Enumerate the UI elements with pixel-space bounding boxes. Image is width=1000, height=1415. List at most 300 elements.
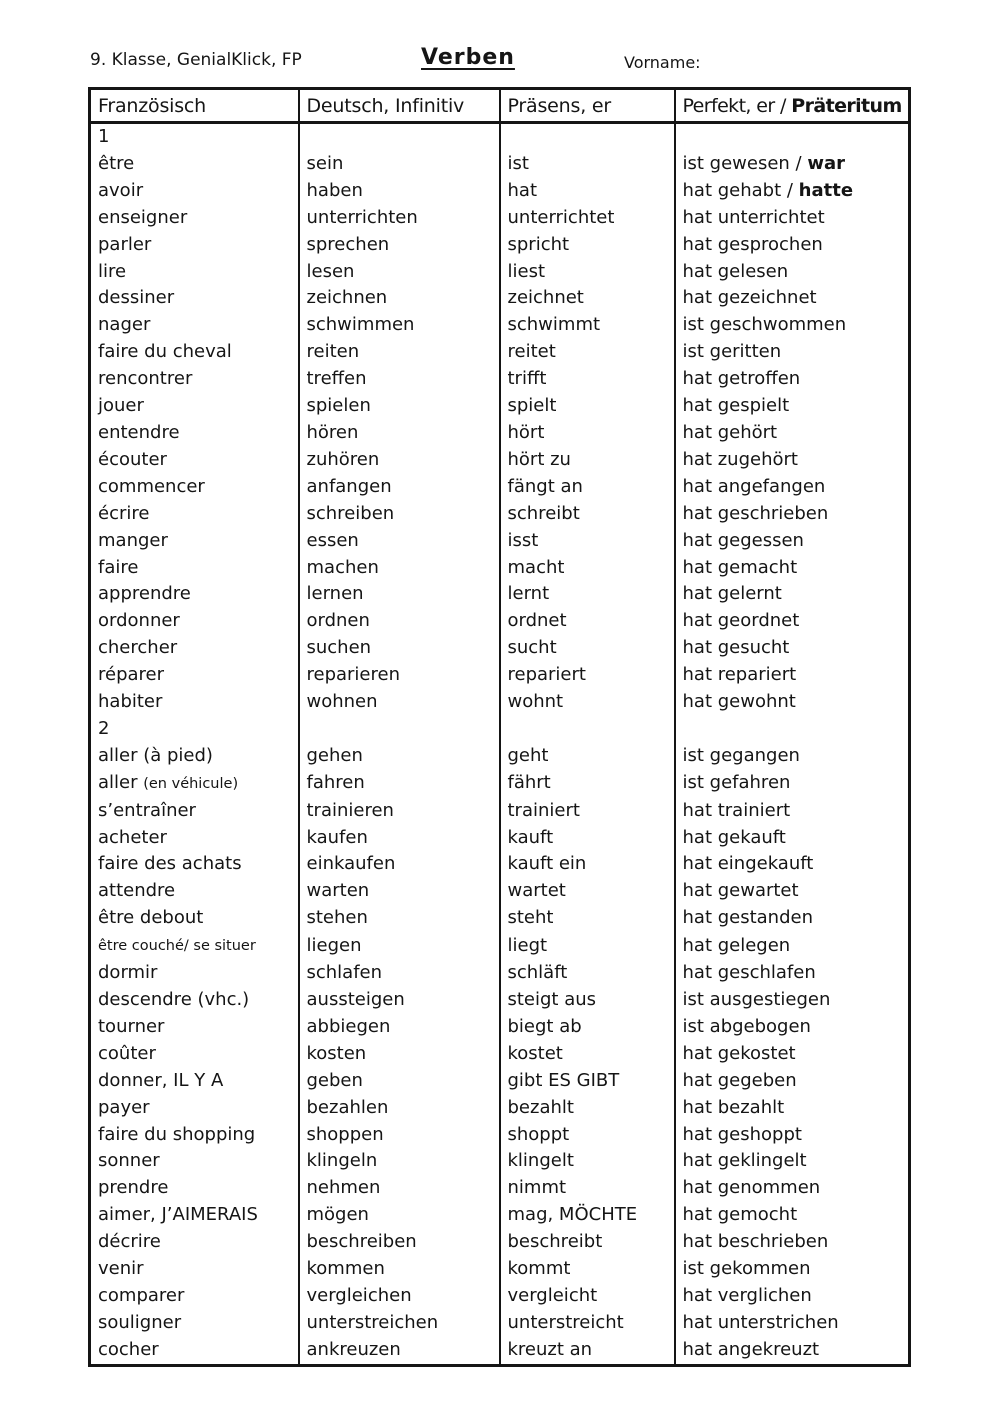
perfekt-text: hat geschrieben [682,502,829,524]
german-infinitive-text: mögen [306,1204,369,1226]
cell-praesens [500,259,675,286]
cell-german-infinitive [299,581,500,608]
cell-perfekt [675,555,910,582]
perfekt-text: hat gewohnt [682,691,796,713]
cell-praesens [500,339,675,366]
cell-perfekt [675,285,910,312]
cell-german-infinitive [299,825,500,852]
perfekt-text: hat gekauft [682,826,786,848]
table-header-row [90,89,910,123]
cell-perfekt [675,905,910,932]
german-infinitive-text: machen [306,556,379,578]
cell-praesens [500,178,675,205]
cell-praesens [500,581,675,608]
verb-row [90,555,910,582]
section-label-row [90,123,910,151]
praesens-text: gibt ES GIBT [507,1069,620,1091]
french-text: chercher [98,637,178,659]
cell-perfekt [675,259,910,286]
perfekt-text: hat gesprochen [682,233,823,255]
cell-perfekt [675,420,910,447]
praesens-text: spricht [507,233,570,255]
german-infinitive-text: stehen [306,907,368,929]
german-infinitive-text: lernen [306,583,364,605]
column-header-perfekt-text: Perfekt, er / [682,94,792,117]
cell-french [90,339,299,366]
german-infinitive-text: ankreuzen [306,1338,401,1360]
cell-french [90,635,299,662]
cell-praesens [500,1068,675,1095]
perfekt-text: ist abgebogen [682,1015,811,1037]
cell-perfekt [675,851,910,878]
german-infinitive-text: liegen [306,934,362,956]
cell-german-infinitive [299,851,500,878]
french-text: attendre [98,880,176,902]
cell-perfekt [675,1014,910,1041]
german-infinitive-text: kommen [306,1258,385,1280]
verb-row [90,528,910,555]
french-text: être [98,152,135,174]
cell-german-infinitive [299,960,500,987]
cell-french [90,878,299,905]
verb-row [90,798,910,825]
praesens-text: geht [507,744,549,766]
verb-row [90,339,910,366]
cell-german-infinitive [299,1202,500,1229]
german-infinitive-text: reparieren [306,664,400,686]
cell-german-infinitive [299,635,500,662]
perfekt-text: ist ausgestiegen [682,989,831,1010]
verb-row [90,635,910,662]
praesens-text: nimmt [507,1177,567,1199]
cell-perfekt [675,1148,910,1175]
cell-french [90,662,299,689]
perfekt-text: hat gewartet [682,880,799,902]
praesens-text: wohnt [507,691,564,713]
praesens-text: kostet [507,1042,563,1064]
german-infinitive-text: sprechen [306,233,390,255]
cell-perfekt [675,393,910,420]
cell-perfekt [675,1122,910,1149]
french-text: habiter [98,691,163,713]
french-text-small: (en véhicule) [143,775,239,792]
german-infinitive-text: fahren [306,772,365,794]
french-text: commencer [98,475,205,497]
class-info: 9. Klasse, GenialKlick, FP [90,50,302,70]
french-text: aller [98,771,144,793]
cell-french [90,420,299,447]
cell-french [90,1229,299,1256]
cell-french [90,1310,299,1337]
column-header-french: Französisch [90,89,299,123]
cell-perfekt [675,1095,910,1122]
verb-row [90,285,910,312]
french-text: cocher [98,1338,159,1360]
perfekt-text: hat angefangen [682,475,826,497]
perfekt-bold-text: war [807,152,845,174]
cell-french [90,581,299,608]
german-infinitive-text: anfangen [306,475,392,497]
cell-praesens [500,1256,675,1283]
cell-french [90,1148,299,1175]
praesens-text: schwimmt [507,314,601,336]
praesens-text: spielt [507,395,557,417]
french-text: donner, IL Y A [98,1069,224,1091]
perfekt-text: hat trainiert [682,799,791,821]
french-text: jouer [98,395,144,417]
verb-row [90,501,910,528]
cell-french [90,770,299,798]
perfekt-text: hat geklingelt [682,1150,807,1172]
cell-german-infinitive [299,987,500,1014]
verb-row [90,1041,910,1068]
cell-praesens [500,1337,675,1365]
cell-praesens [500,1175,675,1202]
cell-perfekt [675,662,910,689]
cell-german-infinitive [299,798,500,825]
cell-french [90,1202,299,1229]
german-infinitive-text: unterrichten [306,206,418,228]
cell-german-infinitive [299,447,500,474]
german-infinitive-text: abbiegen [306,1015,391,1037]
perfekt-text: ist geschwommen [682,314,847,336]
german-infinitive-text: schlafen [306,962,383,984]
cell-french [90,555,299,582]
cell-praesens [500,1283,675,1310]
cell-german-infinitive [299,420,500,447]
cell-german-infinitive [299,1175,500,1202]
cell-perfekt [675,474,910,501]
verb-row [90,474,910,501]
cell-perfekt [675,178,910,205]
verb-row [90,987,910,1014]
german-infinitive-text: trainieren [306,799,394,821]
perfekt-text: hat gelegen [682,934,791,956]
french-text: réparer [98,664,165,686]
verb-row [90,447,910,474]
praesens-text: schreibt [507,502,580,524]
cell-perfekt [675,635,910,662]
cell-french [90,393,299,420]
vorname-label: Vorname: [624,53,701,72]
praesens-text: macht [507,556,565,578]
perfekt-text: hat gelernt [682,583,782,605]
cell-praesens [500,1310,675,1337]
french-text: faire [98,556,139,578]
cell-german-infinitive [299,878,500,905]
praesens-text: steht [507,907,554,929]
german-infinitive-text: haben [306,179,363,201]
verb-row [90,1014,910,1041]
french-text: apprendre [98,583,191,605]
perfekt-text: hat gekostet [682,1042,796,1064]
german-infinitive-text: gehen [306,744,363,766]
german-infinitive-text: beschreiben [306,1231,417,1253]
cell-perfekt [675,528,910,555]
praesens-text: liest [507,260,546,282]
cell-perfekt [675,232,910,259]
verb-row [90,581,910,608]
cell-french [90,151,299,178]
german-infinitive-text: geben [306,1069,363,1091]
cell-german-infinitive [299,1068,500,1095]
cell-perfekt [675,798,910,825]
praesens-text: reitet [507,341,556,363]
praesens-text: trifft [507,368,547,390]
praesens-text: fängt an [507,475,583,497]
section-label-row [90,716,910,743]
french-text: aller (à pied) [98,744,213,766]
verb-row [90,1068,910,1095]
cell-praesens [500,555,675,582]
german-infinitive-text: klingeln [306,1150,378,1172]
cell-praesens [500,851,675,878]
german-infinitive-text: zuhören [306,448,380,470]
praesens-text: hört zu [507,448,571,470]
perfekt-text: hat gespielt [682,395,790,417]
cell-german-infinitive [299,285,500,312]
french-text: rencontrer [98,368,193,390]
cell-praesens [500,932,675,960]
perfekt-text: hat verglichen [682,1284,812,1306]
praesens-text: vergleicht [507,1284,598,1306]
cell-german-infinitive [299,1122,500,1149]
cell-german-infinitive [299,743,500,770]
empty-cell [500,716,675,743]
perfekt-text: hat gezeichnet [682,287,817,309]
cell-perfekt [675,1283,910,1310]
cell-praesens [500,366,675,393]
french-text: enseigner [98,206,188,228]
praesens-text: beschreibt [507,1231,603,1253]
praesens-text: kommt [507,1258,571,1280]
french-text: écouter [98,448,167,470]
perfekt-text: hat gestanden [682,907,813,929]
verb-row [90,932,910,960]
cell-praesens [500,770,675,798]
verb-row [90,1095,910,1122]
german-infinitive-text: warten [306,880,370,902]
cell-praesens [500,635,675,662]
cell-praesens [500,878,675,905]
verb-row [90,770,910,798]
french-text: prendre [98,1177,169,1199]
french-text: payer [98,1096,150,1118]
cell-french [90,825,299,852]
perfekt-text: hat unterstrichen [682,1311,839,1333]
cell-french [90,366,299,393]
verb-row [90,259,910,286]
french-text: sonner [98,1150,160,1172]
cell-perfekt [675,689,910,716]
french-text: aimer, J’AIMERAIS [98,1204,258,1226]
german-infinitive-text: hören [306,421,359,443]
cell-praesens [500,905,675,932]
verb-row [90,1256,910,1283]
cell-french [90,1337,299,1365]
cell-perfekt [675,770,910,798]
cell-french [90,987,299,1014]
cell-praesens [500,662,675,689]
verb-row [90,151,910,178]
french-text: descendre (vhc.) [98,989,250,1010]
german-infinitive-text: unterstreichen [306,1311,439,1333]
section-label-cell: 1 [90,123,299,151]
cell-german-infinitive [299,205,500,232]
french-text: entendre [98,421,180,443]
cell-perfekt [675,1256,910,1283]
cell-praesens [500,987,675,1014]
praesens-text: liegt [507,934,548,956]
german-infinitive-text: bezahlen [306,1096,389,1118]
cell-french [90,1122,299,1149]
verb-row [90,1148,910,1175]
french-text: avoir [98,179,144,201]
cell-german-infinitive [299,232,500,259]
german-infinitive-text: reiten [306,341,360,363]
perfekt-text: hat gelesen [682,260,789,282]
cell-praesens [500,285,675,312]
verb-row [90,851,910,878]
german-infinitive-text: vergleichen [306,1284,412,1306]
cell-french [90,178,299,205]
praesens-text: fährt [507,772,551,794]
cell-german-infinitive [299,259,500,286]
verb-row [90,878,910,905]
praesens-text: bezahlt [507,1096,574,1118]
german-infinitive-text: shoppen [306,1123,384,1145]
french-text: nager [98,314,151,336]
praesens-text: zeichnet [507,287,584,309]
perfekt-text: hat bezahlt [682,1096,785,1118]
verb-row [90,662,910,689]
german-infinitive-text: suchen [306,637,372,659]
cell-praesens [500,798,675,825]
french-text: faire du cheval [98,341,232,363]
cell-german-infinitive [299,1095,500,1122]
french-text: coûter [98,1042,156,1064]
german-infinitive-text: kaufen [306,826,368,848]
french-text: ordonner [98,610,180,632]
verb-row [90,1202,910,1229]
cell-french [90,205,299,232]
perfekt-text: hat unterrichtet [682,206,825,228]
praesens-text: kauft [507,826,554,848]
french-text: décrire [98,1231,161,1253]
german-infinitive-text: essen [306,529,359,551]
praesens-text: ist [507,152,529,174]
german-infinitive-text: ordnen [306,610,370,632]
verb-row [90,1175,910,1202]
cell-french [90,798,299,825]
cell-praesens [500,528,675,555]
cell-perfekt [675,366,910,393]
praesens-text: biegt ab [507,1015,582,1037]
cell-french [90,1014,299,1041]
column-header-perfekt [675,89,910,123]
cell-praesens [500,420,675,447]
cell-praesens [500,151,675,178]
cell-german-infinitive [299,474,500,501]
perfekt-text: hat getroffen [682,368,801,390]
verb-row [90,366,910,393]
perfekt-text: hat repariert [682,664,797,686]
empty-cell [675,716,910,743]
praesens-text: unterstreicht [507,1311,624,1333]
perfekt-text: hat eingekauft [682,853,814,875]
cell-praesens [500,312,675,339]
german-infinitive-text: spielen [306,395,371,417]
cell-german-infinitive [299,662,500,689]
cell-praesens [500,689,675,716]
cell-praesens [500,1014,675,1041]
cell-praesens [500,393,675,420]
cell-praesens [500,232,675,259]
cell-praesens [500,205,675,232]
german-infinitive-text: treffen [306,368,367,390]
cell-german-infinitive [299,393,500,420]
cell-french [90,851,299,878]
cell-praesens [500,743,675,770]
cell-french [90,1068,299,1095]
perfekt-text: hat geordnet [682,610,800,632]
verb-row [90,312,910,339]
cell-praesens [500,1229,675,1256]
cell-praesens [500,1148,675,1175]
cell-german-infinitive [299,151,500,178]
french-text: lire [98,260,127,282]
cell-perfekt [675,608,910,635]
verb-row [90,1283,910,1310]
french-text: être debout [98,907,204,929]
cell-perfekt [675,960,910,987]
cell-german-infinitive [299,1148,500,1175]
cell-perfekt [675,825,910,852]
section-label-cell: 2 [90,716,299,743]
cell-perfekt [675,878,910,905]
cell-perfekt [675,1202,910,1229]
cell-french [90,689,299,716]
cell-perfekt [675,1041,910,1068]
cell-german-infinitive [299,178,500,205]
cell-perfekt [675,743,910,770]
perfekt-bold-text: hatte [798,179,854,201]
verb-row [90,608,910,635]
german-infinitive-text: wohnen [306,691,378,713]
verb-row [90,1229,910,1256]
praesens-text: isst [507,529,539,551]
praesens-text: mag, MÖCHTE [507,1204,638,1226]
perfekt-text: hat gemocht [682,1204,798,1226]
cell-german-infinitive [299,339,500,366]
empty-cell [675,123,910,151]
perfekt-text: ist gegangen [682,744,800,766]
column-header-praesens: Präsens, er [500,89,675,123]
praesens-text: unterrichtet [507,206,615,228]
column-header-german-infinitive: Deutsch, Infinitiv [299,89,500,123]
cell-german-infinitive [299,1229,500,1256]
verb-row [90,1337,910,1365]
empty-cell [500,123,675,151]
cell-french [90,1256,299,1283]
cell-praesens [500,447,675,474]
perfekt-text: hat gegeben [682,1069,797,1091]
cell-praesens [500,1041,675,1068]
french-text: acheter [98,826,167,848]
verbs-table [88,87,911,1367]
cell-perfekt [675,1229,910,1256]
verb-row [90,420,910,447]
